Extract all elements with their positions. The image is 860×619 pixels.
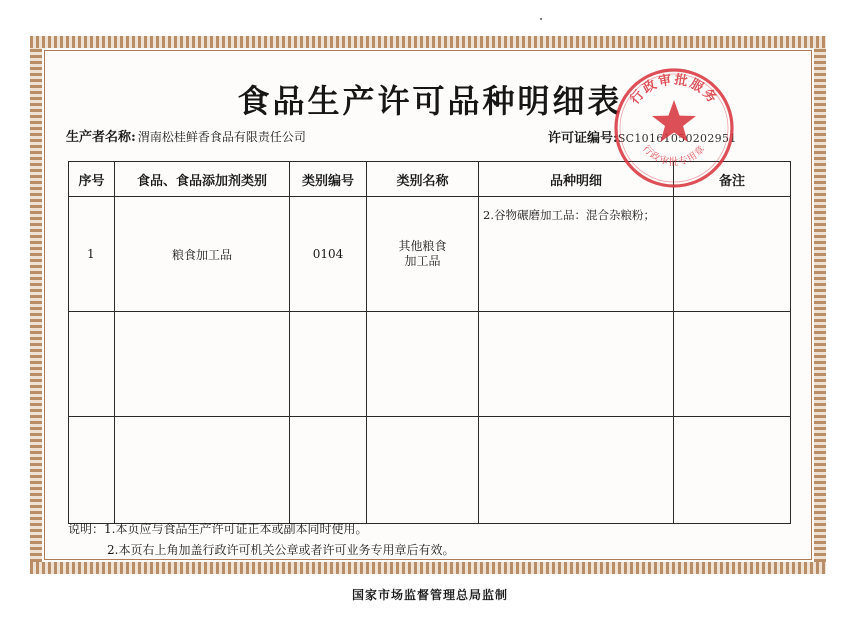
table-row [69,197,791,312]
note-line-1: 说明：1.本页应与食品生产许可证正本或副本同时使用。 [68,522,368,536]
table-row [69,312,791,417]
cell-name-text: 其他粮食加工品 [398,239,447,268]
header-category: 食品、食品添加剂类别 [115,162,290,197]
cell-name [367,312,479,417]
cell-code [290,312,367,417]
cell-variety: 2.谷物碾磨加工品：混合杂粮粉； [479,197,674,312]
issuer-footer: 国家市场监督管理总局监制 [351,588,508,602]
cell-code: 0104 [290,197,367,312]
cell-name [367,417,479,524]
note-line-2: 2.本页右上角加盖行政许可机关公章或者许可业务专用章后有效。 [107,543,455,557]
seal-bottom-text: 行政审批专用章 [640,143,708,169]
license-number: SC10161050202951 [617,132,737,145]
cell-category [115,417,290,524]
cell-serial [69,312,115,417]
cell-name [367,197,479,312]
cell-serial: 1 [69,197,115,312]
variety-table [68,161,791,524]
cell-remark [674,197,791,312]
producer-label: 生产者名称: [66,130,136,145]
producer-line [66,126,306,145]
cell-remark [674,312,791,417]
table-row [69,417,791,524]
license-label: 许可证编号: [548,131,618,146]
producer-name: 渭南松桂鲜香食品有限责任公司 [137,130,306,144]
header-remark: 备注 [674,162,791,197]
cell-serial [69,417,115,524]
cell-remark [674,417,791,524]
header-code: 类别编号 [290,162,367,197]
cell-category [115,312,290,417]
seal-star-icon [652,100,696,142]
header-serial: 序号 [69,162,115,197]
header-name: 类别名称 [367,162,479,197]
cell-variety [479,312,674,417]
official-seal-stamp [612,66,736,190]
cell-category: 粮食加工品 [115,197,290,312]
cell-code [290,417,367,524]
notes-block [68,519,454,561]
seal-top-text: 行政审批服务 [627,72,721,108]
cell-variety [479,417,674,524]
header-variety: 品种明细 [479,162,674,197]
svg-text:行政审批专用章 [640,143,708,168]
speck-mark [540,18,542,20]
document-title: 食品生产许可品种明细表 [237,82,623,120]
